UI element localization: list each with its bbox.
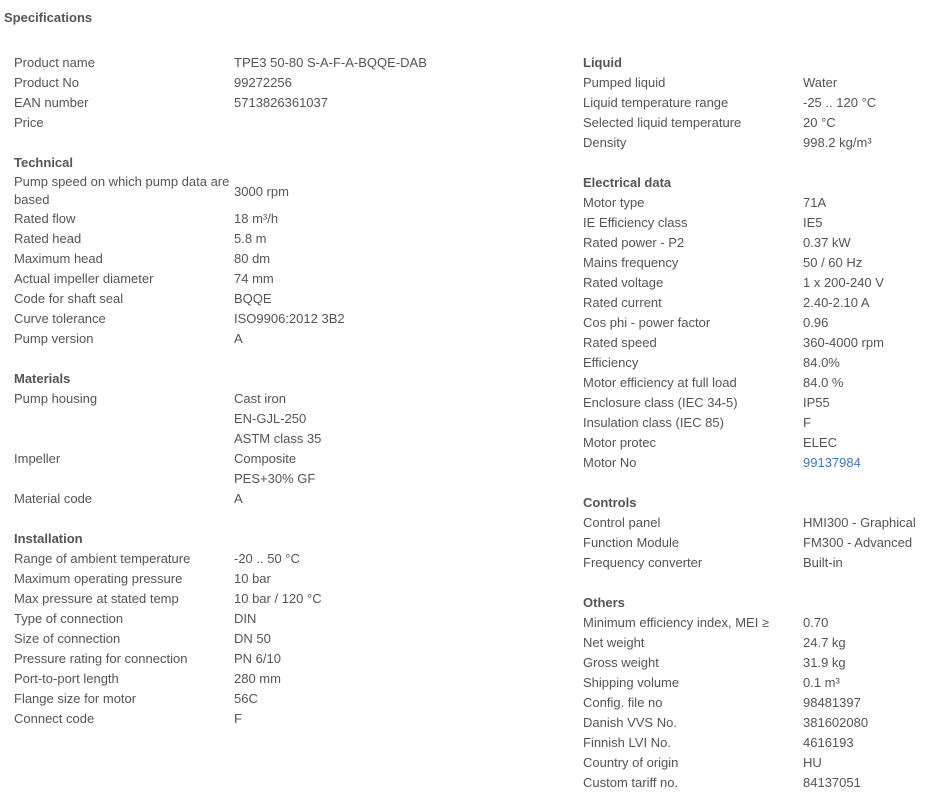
spec-label: Actual impeller diameter — [14, 271, 154, 286]
spec-row — [583, 413, 923, 433]
spec-values — [234, 669, 559, 689]
spec-value: 998.2 kg/m³ — [803, 135, 872, 150]
spec-row — [583, 333, 923, 353]
spec-value: PES+30% GF — [234, 471, 316, 486]
spec-values — [803, 133, 923, 153]
spec-label: Frequency converter — [583, 555, 703, 570]
spec-value: 5.8 m — [234, 231, 267, 246]
spec-values — [234, 173, 559, 209]
spec-row — [14, 389, 559, 449]
spec-row — [583, 433, 923, 453]
spec-value: 50 / 60 Hz — [803, 255, 863, 270]
spec-label: Efficiency — [583, 355, 639, 370]
spec-values — [234, 629, 559, 649]
spec-label: Gross weight — [583, 655, 659, 670]
spec-values — [234, 93, 559, 113]
spec-values — [234, 449, 559, 489]
spec-value: 4616193 — [803, 735, 854, 750]
spec-label: Motor type — [583, 195, 645, 210]
spec-values — [803, 633, 923, 653]
spec-label: Mains frequency — [583, 255, 679, 270]
spec-values — [234, 229, 559, 249]
spec-value: 84.0% — [803, 355, 840, 370]
spec-value: 10 bar / 120 °C — [234, 591, 322, 606]
spec-values — [803, 553, 923, 573]
spec-value: 20 °C — [803, 115, 836, 130]
spec-values — [803, 313, 923, 333]
spec-values — [234, 689, 559, 709]
spec-values — [803, 613, 923, 633]
spec-label: Pumped liquid — [583, 75, 666, 90]
spec-row — [14, 549, 559, 569]
spec-section-installation — [14, 529, 559, 729]
spec-label: Port-to-port length — [14, 671, 119, 686]
spec-row — [583, 773, 923, 793]
section-title: Materials — [14, 371, 71, 386]
spec-value: HU — [803, 755, 822, 770]
section-spacer — [583, 473, 923, 493]
spec-value: 84.0 % — [803, 375, 844, 390]
spec-label: Material code — [14, 491, 93, 506]
spec-values — [803, 753, 923, 773]
spec-label: Insulation class (IEC 85) — [583, 415, 724, 430]
spec-label: Custom tariff no. — [583, 775, 679, 790]
spec-value: Composite — [234, 451, 297, 466]
spec-section-others — [583, 593, 923, 793]
spec-values — [803, 393, 923, 413]
spec-values — [234, 709, 559, 729]
spec-row — [583, 233, 923, 253]
spec-value: 0.96 — [803, 315, 829, 330]
spec-values — [234, 113, 559, 133]
spec-row — [583, 453, 923, 473]
spec-row — [583, 133, 923, 153]
spec-values — [803, 333, 923, 353]
spec-value: BQQE — [234, 291, 272, 306]
right-column — [583, 53, 923, 793]
spec-value: ASTM class 35 — [234, 431, 322, 446]
spec-values — [803, 453, 923, 473]
spec-row — [14, 209, 559, 229]
section-spacer — [14, 133, 559, 153]
spec-row — [583, 753, 923, 773]
spec-values — [803, 533, 923, 553]
spec-label: Rated voltage — [583, 275, 664, 290]
spec-values — [234, 309, 559, 329]
spec-row — [14, 709, 559, 729]
spec-value: -25 .. 120 °C — [803, 95, 877, 110]
spec-label: Connect code — [14, 711, 95, 726]
spec-value: FM300 - Advanced — [803, 535, 913, 550]
spec-row — [14, 569, 559, 589]
spec-row — [583, 733, 923, 753]
spec-label: Maximum operating pressure — [14, 571, 183, 586]
spec-values — [803, 513, 923, 533]
spec-value: Cast iron — [234, 391, 287, 406]
spec-label: Country of origin — [583, 755, 679, 770]
spec-values — [234, 289, 559, 309]
section-title: Technical — [14, 155, 74, 170]
spec-value: 381602080 — [803, 715, 869, 730]
spec-label: Motor No — [583, 455, 637, 470]
spec-section-liquid — [583, 53, 923, 153]
spec-label: Danish VVS No. — [583, 715, 677, 730]
spec-value: 0.37 kW — [803, 235, 851, 250]
spec-row — [14, 669, 559, 689]
spec-row — [583, 113, 923, 133]
spec-values — [234, 53, 559, 73]
spec-value: 56C — [234, 691, 258, 706]
spec-row — [14, 649, 559, 669]
spec-values — [234, 249, 559, 269]
spec-value: F — [234, 711, 242, 726]
section-spacer — [583, 573, 923, 593]
section-title: Electrical data — [583, 175, 672, 190]
spec-label: Code for shaft seal — [14, 291, 124, 306]
spec-row — [583, 293, 923, 313]
spec-values — [234, 329, 559, 349]
spec-section-controls — [583, 493, 923, 573]
spec-row — [14, 589, 559, 609]
spec-value: ELEC — [803, 435, 837, 450]
spec-label: Size of connection — [14, 631, 121, 646]
spec-value: 71A — [803, 195, 827, 210]
spec-label: Product No — [14, 75, 80, 90]
spec-row — [583, 213, 923, 233]
spec-value: 1 x 200-240 V — [803, 275, 884, 290]
spec-value: 24.7 kg — [803, 635, 846, 650]
page-title: Specifications — [4, 10, 93, 25]
spec-value: 360-4000 rpm — [803, 335, 884, 350]
spec-value-link[interactable]: 99137984 — [803, 455, 861, 470]
spec-label: Type of connection — [14, 611, 124, 626]
spec-value: 0.1 m³ — [803, 675, 840, 690]
spec-values — [803, 673, 923, 693]
spec-value: PN 6/10 — [234, 651, 281, 666]
spec-label: Max pressure at stated temp — [14, 591, 179, 606]
spec-value: Water — [803, 75, 838, 90]
spec-row — [14, 269, 559, 289]
spec-value: Built-in — [803, 555, 843, 570]
spec-label: Function Module — [583, 535, 680, 550]
spec-values — [803, 273, 923, 293]
spec-row — [14, 449, 559, 489]
spec-value: ISO9906:2012 3B2 — [234, 311, 345, 326]
spec-value — [234, 113, 559, 133]
spec-values — [803, 353, 923, 373]
spec-label: Rated current — [583, 295, 662, 310]
spec-value: DIN — [234, 611, 257, 626]
spec-values — [234, 489, 559, 509]
spec-row — [14, 309, 559, 329]
spec-label: Cos phi - power factor — [583, 315, 711, 330]
spec-values — [803, 93, 923, 113]
section-title: Liquid — [583, 55, 622, 70]
spec-label: Impeller — [14, 451, 61, 466]
spec-values — [234, 589, 559, 609]
spec-value: IE5 — [803, 215, 823, 230]
spec-values — [803, 713, 923, 733]
spec-values — [234, 549, 559, 569]
section-spacer — [14, 509, 559, 529]
spec-section-technical — [14, 153, 559, 349]
spec-row — [583, 533, 923, 553]
spec-label: Product name — [14, 55, 95, 70]
spec-values — [234, 649, 559, 669]
spec-value: 98481397 — [803, 695, 861, 710]
spec-value: 18 m³/h — [234, 211, 279, 226]
spec-section-electrical-data — [583, 173, 923, 473]
spec-label: Price — [14, 115, 44, 130]
spec-row — [583, 633, 923, 653]
spec-label: Pump version — [14, 331, 94, 346]
spec-label: Minimum efficiency index, MEI ≥ — [583, 615, 770, 630]
spec-row — [583, 193, 923, 213]
spec-label: Pump housing — [14, 391, 98, 406]
spec-label: Selected liquid temperature — [583, 115, 742, 130]
spec-values — [803, 653, 923, 673]
spec-value: 0.70 — [803, 615, 829, 630]
spec-row — [583, 693, 923, 713]
spec-value: 3000 rpm — [234, 184, 289, 199]
spec-value: 2.40-2.10 A — [803, 295, 870, 310]
spec-value: F — [803, 415, 811, 430]
spec-label: Flange size for motor — [14, 691, 137, 706]
spec-row — [14, 73, 559, 93]
spec-label: Range of ambient temperature — [14, 551, 191, 566]
spec-values — [803, 693, 923, 713]
spec-values — [803, 433, 923, 453]
spec-value: 74 mm — [234, 271, 274, 286]
spec-label: EAN number — [14, 95, 89, 110]
spec-row — [583, 313, 923, 333]
spec-values — [234, 609, 559, 629]
spec-label: Pressure rating for connection — [14, 651, 188, 666]
spec-values — [803, 213, 923, 233]
spec-row — [14, 609, 559, 629]
spec-label: Pump speed on which pump data are based — [14, 174, 230, 207]
section-title: Installation — [14, 531, 83, 546]
spec-label: Density — [583, 135, 627, 150]
spec-value: 80 dm — [234, 251, 271, 266]
spec-row — [583, 93, 923, 113]
spec-label: Rated flow — [14, 211, 76, 226]
spec-value: 280 mm — [234, 671, 281, 686]
spec-value: A — [234, 491, 243, 506]
spec-row — [14, 489, 559, 509]
spec-label: Liquid temperature range — [583, 95, 729, 110]
spec-value: A — [234, 331, 243, 346]
spec-label: Net weight — [583, 635, 645, 650]
spec-values — [803, 773, 923, 793]
spec-row — [14, 53, 559, 73]
spec-values — [803, 233, 923, 253]
spec-values — [234, 389, 559, 449]
spec-values — [803, 293, 923, 313]
spec-row — [583, 373, 923, 393]
spec-row — [14, 289, 559, 309]
spec-row — [583, 653, 923, 673]
spec-row — [14, 329, 559, 349]
spec-label: IE Efficiency class — [583, 215, 688, 230]
section-title: Controls — [583, 495, 637, 510]
spec-label: Rated speed — [583, 335, 657, 350]
spec-label: Shipping volume — [583, 675, 680, 690]
spec-label: Motor efficiency at full load — [583, 375, 737, 390]
spec-row — [583, 253, 923, 273]
spec-row — [583, 353, 923, 373]
spec-value: 10 bar — [234, 571, 271, 586]
spec-row — [583, 713, 923, 733]
spec-values — [234, 73, 559, 93]
spec-row — [583, 273, 923, 293]
spec-section-general — [14, 53, 559, 133]
spec-section-materials — [14, 369, 559, 509]
spec-row — [583, 553, 923, 573]
spec-value: HMI300 - Graphical — [803, 515, 916, 530]
spec-value: TPE3 50-80 S-A-F-A-BQQE-DAB — [234, 55, 427, 70]
spec-row — [14, 113, 559, 133]
spec-row — [14, 93, 559, 113]
spec-value: 99272256 — [234, 75, 292, 90]
spec-label: Curve tolerance — [14, 311, 106, 326]
spec-value: 5713826361037 — [234, 95, 328, 110]
spec-row — [583, 73, 923, 93]
spec-label: Config. file no — [583, 695, 663, 710]
left-column — [14, 53, 559, 729]
spec-value: -20 .. 50 °C — [234, 551, 300, 566]
spec-label: Motor protec — [583, 435, 656, 450]
spec-label: Control panel — [583, 515, 661, 530]
spec-row — [14, 173, 559, 209]
spec-row — [583, 393, 923, 413]
section-spacer — [583, 153, 923, 173]
spec-label: Maximum head — [14, 251, 103, 266]
spec-row — [14, 689, 559, 709]
spec-row — [14, 629, 559, 649]
section-spacer — [14, 349, 559, 369]
spec-row — [14, 229, 559, 249]
spec-row — [583, 613, 923, 633]
spec-label: Finnish LVI No. — [583, 735, 671, 750]
spec-value: DN 50 — [234, 631, 271, 646]
spec-values — [803, 113, 923, 133]
spec-values — [803, 253, 923, 273]
spec-value: IP55 — [803, 395, 830, 410]
spec-values — [234, 569, 559, 589]
spec-value: 84137051 — [803, 775, 861, 790]
spec-label: Enclosure class (IEC 34-5) — [583, 395, 738, 410]
spec-values — [803, 733, 923, 753]
spec-values — [803, 413, 923, 433]
spec-label: Rated power - P2 — [583, 235, 685, 250]
spec-values — [803, 73, 923, 93]
spec-values — [234, 209, 559, 229]
spec-values — [234, 269, 559, 289]
spec-value: EN-GJL-250 — [234, 411, 307, 426]
spec-label: Rated head — [14, 231, 82, 246]
spec-value: 31.9 kg — [803, 655, 846, 670]
spec-row — [583, 513, 923, 533]
spec-row — [14, 249, 559, 269]
spec-values — [803, 373, 923, 393]
spec-values — [803, 193, 923, 213]
spec-row — [583, 673, 923, 693]
section-title: Others — [583, 595, 625, 610]
